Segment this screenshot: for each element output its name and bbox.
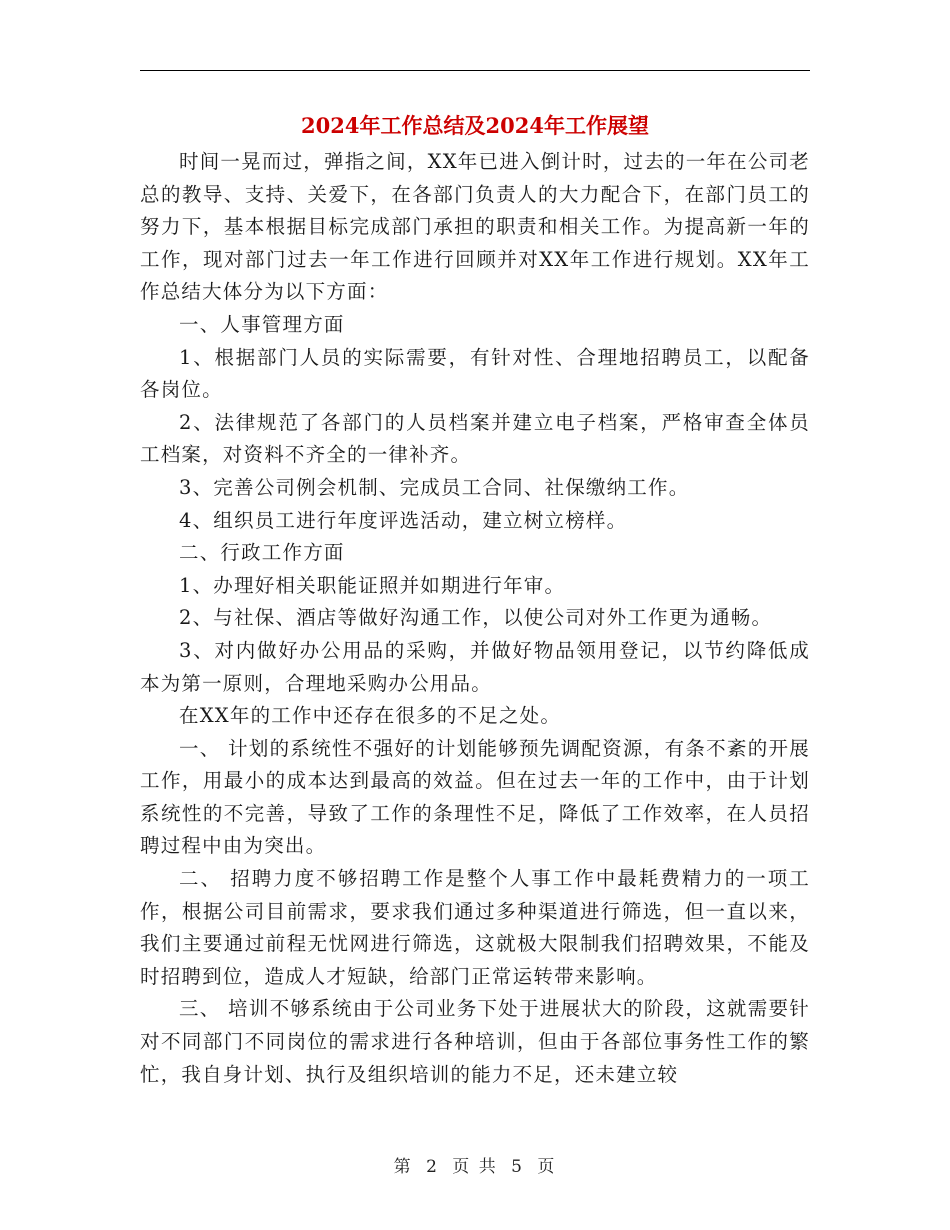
list-item: 3、完善公司例会机制、完成员工合同、社保缴纳工作。 xyxy=(179,475,690,499)
list-item: 1、办理好相关职能证照并如期进行年审。 xyxy=(179,573,566,597)
list-item: 4、组织员工进行年度评选活动，建立树立榜样。 xyxy=(179,508,628,532)
document-body xyxy=(140,146,810,1091)
paragraph-intro: 时间一晃而过，弹指之间，XX年已进入倒计时，过去的一年在公司老总的教导、支持、关爱下，在各部门负责人的大力配合下，在部门员工的努力下，基本根据目标完成部门承担的职责和相关工作。为提高新一年的工作，现对部门过去一年工作进行回顾并对XX年工作进行规划。XX年工作总结大体分为以下方面： xyxy=(140,150,810,304)
section-heading-personnel: 一、人事管理方面 xyxy=(179,312,345,336)
shortcoming-item: 三、 培训不够系统由于公司业务下处于进展状大的阶段，这就需要针对不同部门不同岗位的需求进行各种培训，但由于各部位事务性工作的繁忙，我自身计划、执行及组织培训的能力不足，还未建立较 xyxy=(140,997,810,1086)
paragraph-shortcomings-intro: 在XX年的工作中还存在很多的不足之处。 xyxy=(179,704,562,728)
list-item: 1、根据部门人员的实际需要，有针对性、合理地招聘员工，以配备各岗位。 xyxy=(140,345,810,402)
list-item: 2、法律规范了各部门的人员档案并建立电子档案，严格审查全体员工档案，对资料不齐全的一律补齐。 xyxy=(140,410,810,467)
total-page-count: 5 xyxy=(511,1157,524,1177)
header-rule xyxy=(140,70,810,71)
footer-prefix: 第 xyxy=(393,1157,413,1177)
shortcoming-item: 二、 招聘力度不够招聘工作是整个人事工作中最耗费精力的一项工作，根据公司目前需求，要求我们通过多种渠道进行筛选，但一直以来，我们主要通过前程无忧网进行筛选，这就极大限制我们招聘效果，不能及时招聘到位，造成人才短缺，给部门正常运转带来影响。 xyxy=(140,867,810,988)
footer-middle: 页 共 xyxy=(452,1157,498,1177)
section-heading-administration: 二、行政工作方面 xyxy=(179,541,345,565)
list-item: 2、与社保、酒店等做好沟通工作，以使公司对外工作更为通畅。 xyxy=(179,606,773,630)
shortcoming-item: 一、 计划的系统性不强好的计划能够预先调配资源，有条不紊的开展工作，用最小的成本达到最高的效益。但在过去一年的工作中，由于计划系统性的不完善，导致了工作的条理性不足，降低了工作效率，在人员招聘过程中由为突出。 xyxy=(140,736,810,858)
page-footer xyxy=(0,1152,950,1177)
document-title: 2024年工作总结及2024年工作展望 xyxy=(301,113,649,138)
footer-suffix: 页 xyxy=(537,1157,557,1177)
current-page-number: 2 xyxy=(426,1157,439,1177)
list-item: 3、对内做好办公用品的采购，并做好物品领用登记，以节约降低成本为第一原则，合理地采购办公用品。 xyxy=(140,638,810,695)
